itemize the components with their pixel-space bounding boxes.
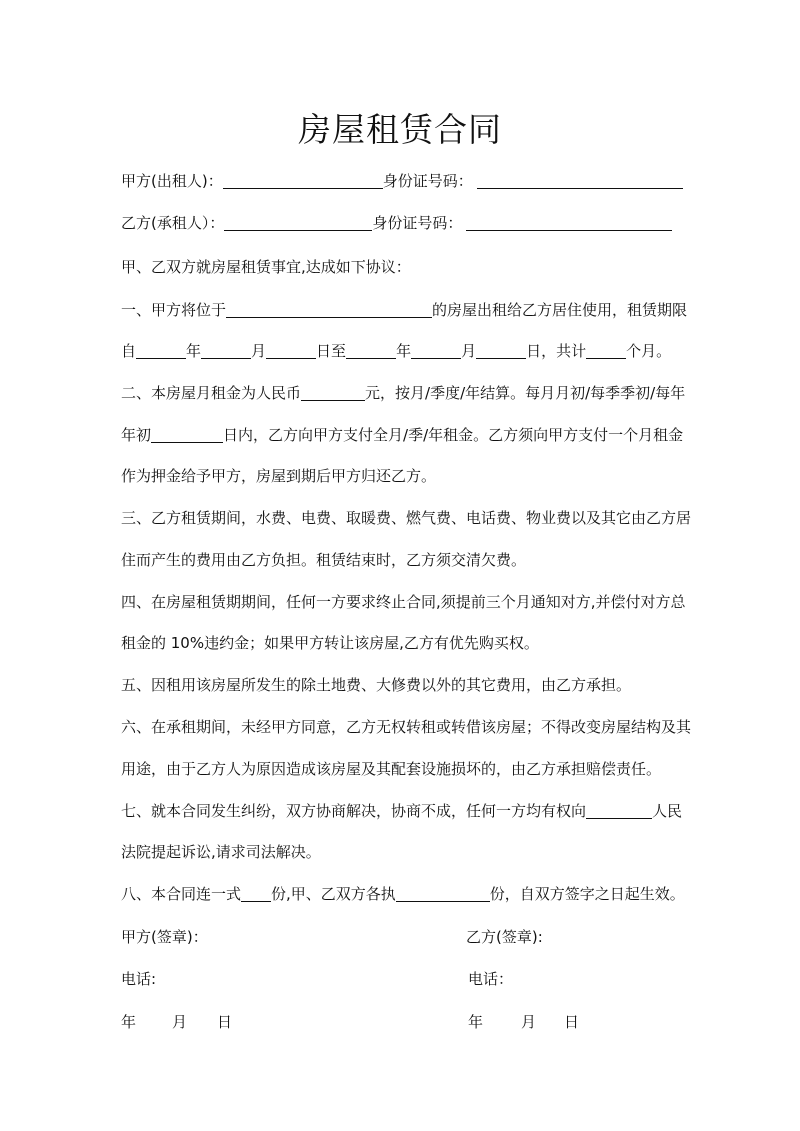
party-a-date-year: 年	[121, 1013, 137, 1031]
party-b-id-label: 身份证号码：	[372, 214, 463, 232]
party-b-label: 乙方(承租人）：	[121, 214, 225, 232]
party-a-date-month: 月	[172, 1013, 188, 1031]
clause-8-text-c: 份，自双方签字之日起生效。	[489, 885, 685, 903]
clause-7-text-b: 人民	[652, 802, 683, 820]
party-b-date-day: 日	[564, 1013, 580, 1031]
clause-8-line	[121, 884, 691, 904]
clause-6-line-2: 用途，由于乙方人为原因造成该房屋及其配套设施损坏的，由乙方承担赔偿责任。	[121, 760, 662, 778]
clause-2-line-3: 作为押金给予甲方，房屋到期后甲方归还乙方。	[121, 467, 437, 485]
end-month-blank	[411, 342, 461, 359]
party-b-signature-label: 乙方(签章):	[466, 928, 543, 946]
party-a-line	[121, 171, 691, 191]
total-months-blank	[586, 342, 626, 359]
address-blank	[226, 301, 432, 318]
end-year-label: 年	[396, 342, 412, 360]
party-a-date	[121, 1012, 232, 1032]
clause-8-text-b: 份,甲、乙双方各执	[271, 885, 396, 903]
clause-4-line-1: 四、在房屋租赁期期间，任何一方要求终止合同,须提前三个月通知对方,并偿付对方总	[121, 593, 686, 611]
party-b-date	[468, 1012, 579, 1032]
page-title: 房屋租赁合同	[298, 110, 502, 149]
start-month-label: 月	[251, 342, 267, 360]
clause-2-text-b: 元，按月/季度/年结算。每月月初/每季季初/每年	[365, 384, 686, 402]
payment-days-blank	[151, 426, 223, 443]
clause-1-text-a: 一、甲方将位于	[121, 301, 227, 319]
clause-2-text-a: 二、本房屋月租金为人民币	[121, 384, 302, 402]
party-b-name-blank	[224, 214, 372, 231]
party-a-id-blank	[477, 172, 683, 189]
clause-1-from: 自	[121, 342, 137, 360]
clause-2-text-c: 年初	[121, 426, 152, 444]
clause-1-text-b: 的房屋出租给乙方居住使用，租赁期限	[432, 301, 688, 319]
clause-2-text-d: 日内，乙方向甲方支付全月/季/年租金。乙方须向甲方支付一个月租金	[223, 426, 684, 444]
party-b-phone-label: 电话：	[468, 970, 514, 988]
party-b-line	[121, 213, 691, 233]
end-month-label: 月	[461, 342, 477, 360]
party-a-phone-label: 电话:	[121, 970, 157, 988]
end-year-blank	[346, 342, 396, 359]
clause-4-line-2: 租金的 10%违约金；如果甲方转让该房屋,乙方有优先购买权。	[121, 634, 539, 652]
party-a-id-label: 身份证号码：	[382, 172, 473, 190]
clause-6-line-1: 六、在承租期间，未经甲方同意，乙方无权转租或转借该房屋；不得改变房屋结构及其	[121, 718, 692, 736]
copies-blank	[241, 885, 271, 902]
intro-text: 甲、乙双方就房屋租赁事宜,达成如下协议：	[121, 258, 411, 276]
clause-1-line-1	[121, 300, 691, 320]
start-day-blank	[266, 342, 316, 359]
start-month-blank	[201, 342, 251, 359]
total-months-label: 个月。	[626, 342, 672, 360]
party-b-date-year: 年	[468, 1013, 484, 1031]
clause-2-line-2	[121, 425, 691, 445]
clause-7-line-1	[121, 801, 691, 821]
start-year-label: 年	[186, 342, 202, 360]
court-blank	[586, 802, 652, 819]
start-day-label: 日至	[316, 342, 347, 360]
clause-7-line-2: 法院提起诉讼,请求司法解决。	[121, 843, 321, 861]
clause-5-line: 五、因租用该房屋所发生的除土地费、大修费以外的其它费用，由乙方承担。	[121, 676, 632, 694]
clause-1-line-2	[121, 341, 691, 361]
party-a-signature-label: 甲方(签章)：	[121, 928, 208, 946]
party-b-date-month: 月	[521, 1013, 537, 1031]
clause-8-text-a: 八、本合同连一式	[121, 885, 242, 903]
end-day-blank	[476, 342, 526, 359]
clause-2-line-1	[121, 383, 691, 403]
each-copies-blank	[396, 885, 490, 902]
party-a-date-day: 日	[217, 1013, 233, 1031]
party-a-name-blank	[223, 172, 383, 189]
start-year-blank	[136, 342, 186, 359]
clause-7-text-a: 七、就本合同发生纠纷，双方协商解决，协商不成，任何一方均有权向	[121, 802, 587, 820]
clause-3-line-1: 三、乙方租赁期间，水费、电费、取暖费、燃气费、电话费、物业费以及其它由乙方居	[121, 509, 692, 527]
clause-3-line-2: 住而产生的费用由乙方负担。租赁结束时，乙方须交清欠费。	[121, 551, 527, 569]
rent-amount-blank	[301, 384, 365, 401]
party-b-id-blank	[466, 214, 672, 231]
party-a-label: 甲方(出租人)：	[121, 172, 223, 190]
end-day-label: 日，共计	[526, 342, 587, 360]
